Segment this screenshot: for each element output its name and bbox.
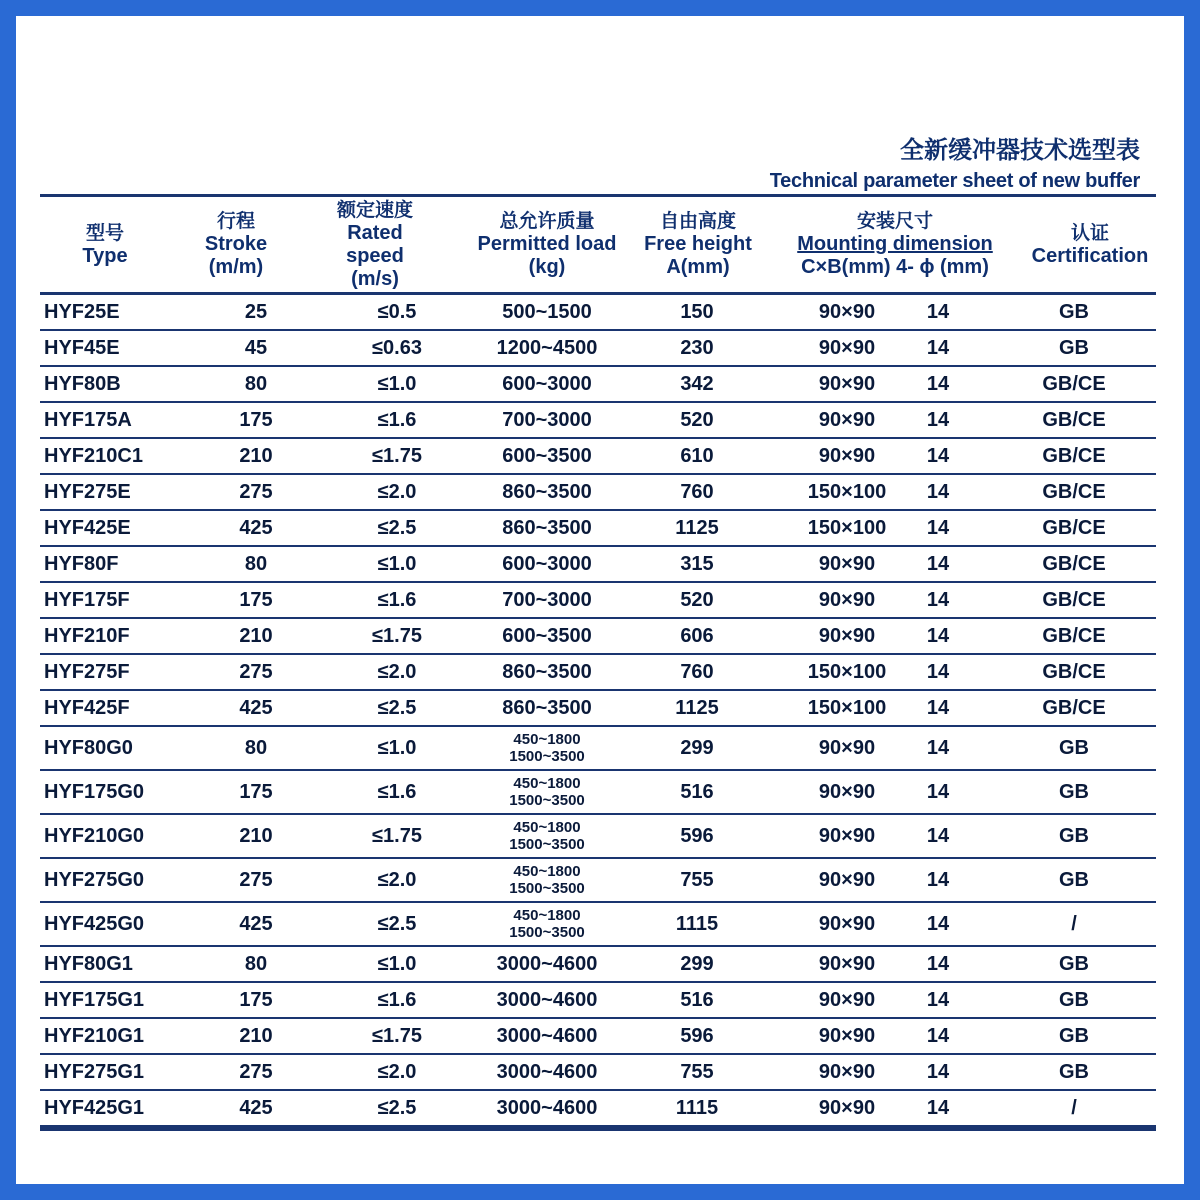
cell-load-range-2: 1500~3500 xyxy=(509,792,585,809)
cell-free-height: 760 xyxy=(680,480,714,503)
cell-speed: ≤1.0 xyxy=(377,552,417,575)
cell-type: HYF210G1 xyxy=(44,1024,145,1047)
cell-speed: ≤1.0 xyxy=(377,952,417,975)
cell-load-range-2: 1500~3500 xyxy=(509,748,585,765)
cell-type: HYF80B xyxy=(44,372,121,395)
header-type-cn: 型号 xyxy=(85,221,124,244)
header-stroke-en: Stroke xyxy=(204,233,268,255)
cell-free-height: 1125 xyxy=(675,516,719,539)
cell-load: 860~3500 xyxy=(502,480,592,503)
cell-mount-phi: 14 xyxy=(926,372,950,395)
cell-certification: GB xyxy=(1059,336,1089,359)
cell-mount-phi: 14 xyxy=(926,516,950,539)
cell-free-height: 342 xyxy=(680,372,714,395)
table-row xyxy=(40,439,1156,475)
header-mount-cn: 安装尺寸 xyxy=(856,210,933,232)
cell-certification: GB/CE xyxy=(1042,516,1106,539)
header-speed-en2: speed xyxy=(346,244,404,267)
table-row xyxy=(40,1055,1156,1091)
cell-mount-phi: 14 xyxy=(926,660,950,683)
table-row xyxy=(40,331,1156,367)
cell-mount-phi: 14 xyxy=(926,868,950,891)
cell-certification: GB/CE xyxy=(1042,660,1106,683)
cell-stroke: 210 xyxy=(239,1024,273,1047)
cell-certification: GB xyxy=(1059,300,1089,323)
cell-stroke: 425 xyxy=(239,912,273,935)
cell-free-height: 1125 xyxy=(675,696,719,719)
cell-type: HYF275G0 xyxy=(44,868,145,891)
cell-certification: GB xyxy=(1059,736,1089,759)
cell-load-range-1: 450~1800 xyxy=(513,775,581,792)
cell-load: 600~3500 xyxy=(502,444,592,467)
cell-mount-cxb: 90×90 xyxy=(818,1096,876,1119)
spec-sheet xyxy=(16,16,1184,1184)
cell-mount-cxb: 90×90 xyxy=(818,588,876,611)
cell-free-height: 520 xyxy=(680,408,714,431)
cell-free-height: 596 xyxy=(680,1024,714,1047)
table-row xyxy=(40,403,1156,439)
cell-type: HYF425G1 xyxy=(44,1096,145,1119)
cell-certification: / xyxy=(1071,912,1077,935)
cell-certification: GB xyxy=(1059,824,1089,847)
table-body xyxy=(40,295,1156,1127)
cell-load xyxy=(472,815,622,857)
header-type xyxy=(40,197,170,292)
cell-mount-cxb: 90×90 xyxy=(818,912,876,935)
cell-certification: GB/CE xyxy=(1042,444,1106,467)
header-cert-en: Certification xyxy=(1031,244,1149,267)
cell-mount-phi: 14 xyxy=(926,444,950,467)
cell-stroke: 425 xyxy=(239,1096,273,1119)
cell-stroke: 80 xyxy=(244,736,268,759)
cell-speed: ≤2.5 xyxy=(377,516,417,539)
cell-certification: GB/CE xyxy=(1042,408,1106,431)
header-speed-en1: Rated xyxy=(347,221,403,244)
cell-certification: GB/CE xyxy=(1042,624,1106,647)
cell-type: HYF425F xyxy=(44,696,130,719)
cell-mount-phi: 14 xyxy=(926,1096,950,1119)
cell-speed: ≤2.5 xyxy=(377,912,417,935)
cell-stroke: 175 xyxy=(239,780,273,803)
cell-load xyxy=(472,727,622,769)
header-speed xyxy=(310,197,440,292)
cell-load: 1200~4500 xyxy=(496,336,598,359)
cell-stroke: 175 xyxy=(239,408,273,431)
cell-mount-cxb: 90×90 xyxy=(818,868,876,891)
header-speed-cn: 额定速度 xyxy=(336,198,413,221)
cell-type: HYF175G0 xyxy=(44,780,145,803)
cell-load: 860~3500 xyxy=(502,696,592,719)
cell-mount-cxb: 90×90 xyxy=(818,408,876,431)
cell-type: HYF45E xyxy=(44,336,120,359)
cell-type: HYF80G1 xyxy=(44,952,133,975)
cell-mount-cxb: 90×90 xyxy=(818,780,876,803)
cell-stroke: 80 xyxy=(244,952,268,975)
cell-mount-cxb: 150×100 xyxy=(807,696,887,719)
cell-mount-phi: 14 xyxy=(926,824,950,847)
cell-load-range-2: 1500~3500 xyxy=(509,836,585,853)
cell-stroke: 425 xyxy=(239,516,273,539)
cell-speed: ≤1.75 xyxy=(372,1024,422,1047)
header-mount-en: Mounting dimension xyxy=(797,233,993,255)
header-certification xyxy=(1020,197,1160,292)
cell-speed: ≤1.6 xyxy=(377,780,417,803)
cell-free-height: 1115 xyxy=(675,912,719,935)
cell-certification: GB xyxy=(1059,1060,1089,1083)
cell-free-height: 516 xyxy=(680,780,714,803)
cell-mount-phi: 14 xyxy=(926,624,950,647)
cell-type: HYF80G0 xyxy=(44,736,133,759)
cell-free-height: 520 xyxy=(680,588,714,611)
cell-load-range-1: 450~1800 xyxy=(513,731,581,748)
cell-load: 600~3500 xyxy=(502,624,592,647)
header-cert-cn: 认证 xyxy=(1070,221,1109,244)
cell-type: HYF175A xyxy=(44,408,132,431)
cell-mount-phi: 14 xyxy=(926,696,950,719)
cell-load: 860~3500 xyxy=(502,516,592,539)
cell-speed: ≤1.0 xyxy=(377,372,417,395)
header-mount-sub: C×B(mm) 4- ϕ (mm) xyxy=(801,256,989,278)
table-row xyxy=(40,547,1156,583)
cell-type: HYF25E xyxy=(44,300,120,323)
table-row xyxy=(40,655,1156,691)
cell-mount-phi: 14 xyxy=(926,552,950,575)
header-free-cn: 自由高度 xyxy=(659,210,736,232)
cell-stroke: 175 xyxy=(239,588,273,611)
cell-mount-phi: 14 xyxy=(926,588,950,611)
cell-mount-cxb: 90×90 xyxy=(818,824,876,847)
cell-speed: ≤1.0 xyxy=(377,736,417,759)
cell-speed: ≤0.5 xyxy=(377,300,417,323)
cell-stroke: 210 xyxy=(239,824,273,847)
cell-speed: ≤2.5 xyxy=(377,696,417,719)
cell-mount-cxb: 90×90 xyxy=(818,336,876,359)
cell-load-range-1: 450~1800 xyxy=(513,907,581,924)
cell-load: 3000~4600 xyxy=(496,1024,598,1047)
cell-stroke: 80 xyxy=(244,372,268,395)
cell-mount-phi: 14 xyxy=(926,912,950,935)
cell-type: HYF275E xyxy=(44,480,131,503)
cell-mount-phi: 14 xyxy=(926,952,950,975)
cell-mount-cxb: 90×90 xyxy=(818,444,876,467)
cell-stroke: 80 xyxy=(244,552,268,575)
cell-load: 3000~4600 xyxy=(496,1060,598,1083)
title-english: Technical parameter sheet of new buffer xyxy=(769,170,1140,192)
cell-stroke: 275 xyxy=(239,660,273,683)
table-row xyxy=(40,475,1156,511)
cell-load: 500~1500 xyxy=(502,300,592,323)
table-row xyxy=(40,947,1156,983)
cell-speed: ≤1.75 xyxy=(372,444,422,467)
cell-certification: GB/CE xyxy=(1042,480,1106,503)
cell-certification: GB/CE xyxy=(1042,696,1106,719)
cell-mount-phi: 14 xyxy=(926,336,950,359)
cell-stroke: 425 xyxy=(239,696,273,719)
cell-type: HYF210F xyxy=(44,624,130,647)
cell-load xyxy=(472,771,622,813)
cell-load: 600~3000 xyxy=(502,372,592,395)
cell-mount-phi: 14 xyxy=(926,988,950,1011)
cell-load xyxy=(472,859,622,901)
cell-stroke: 275 xyxy=(239,868,273,891)
cell-certification: GB xyxy=(1059,952,1089,975)
cell-free-height: 315 xyxy=(680,552,714,575)
cell-certification: GB xyxy=(1059,1024,1089,1047)
cell-load: 3000~4600 xyxy=(496,1096,598,1119)
cell-free-height: 610 xyxy=(680,444,714,467)
table-row xyxy=(40,295,1156,331)
cell-speed: ≤1.75 xyxy=(372,624,422,647)
header-free-unit: A(mm) xyxy=(666,256,730,278)
header-type-en: Type xyxy=(82,244,128,267)
cell-mount-cxb: 90×90 xyxy=(818,372,876,395)
cell-speed: ≤2.0 xyxy=(377,480,417,503)
cell-free-height: 299 xyxy=(680,736,714,759)
cell-free-height: 606 xyxy=(680,624,714,647)
header-free-height xyxy=(638,197,758,292)
cell-load: 860~3500 xyxy=(502,660,592,683)
title-chinese: 全新缓冲器技术选型表 xyxy=(900,136,1140,164)
table-row xyxy=(40,771,1156,815)
cell-stroke: 275 xyxy=(239,1060,273,1083)
cell-speed: ≤0.63 xyxy=(372,336,422,359)
cell-type: HYF210G0 xyxy=(44,824,145,847)
cell-mount-phi: 14 xyxy=(926,480,950,503)
cell-type: HYF275F xyxy=(44,660,130,683)
cell-load: 3000~4600 xyxy=(496,988,598,1011)
cell-speed: ≤2.0 xyxy=(377,1060,417,1083)
cell-free-height: 516 xyxy=(680,988,714,1011)
cell-type: HYF425E xyxy=(44,516,131,539)
table-row xyxy=(40,691,1156,727)
cell-certification: GB/CE xyxy=(1042,372,1106,395)
cell-mount-phi: 14 xyxy=(926,736,950,759)
header-load-cn: 总允许质量 xyxy=(499,210,595,232)
cell-mount-cxb: 90×90 xyxy=(818,1024,876,1047)
cell-mount-phi: 14 xyxy=(926,1060,950,1083)
table-row xyxy=(40,815,1156,859)
cell-load-range-2: 1500~3500 xyxy=(509,924,585,941)
cell-type: HYF425G0 xyxy=(44,912,145,935)
cell-type: HYF175G1 xyxy=(44,988,145,1011)
cell-mount-cxb: 150×100 xyxy=(807,660,887,683)
cell-free-height: 1115 xyxy=(675,1096,719,1119)
cell-mount-cxb: 90×90 xyxy=(818,300,876,323)
cell-mount-cxb: 90×90 xyxy=(818,1060,876,1083)
cell-speed: ≤2.0 xyxy=(377,660,417,683)
header-speed-unit: (m/s) xyxy=(351,267,399,290)
table-row xyxy=(40,1019,1156,1055)
cell-load-range-2: 1500~3500 xyxy=(509,880,585,897)
cell-speed: ≤1.6 xyxy=(377,408,417,431)
cell-speed: ≤1.6 xyxy=(377,588,417,611)
cell-type: HYF175F xyxy=(44,588,130,611)
cell-speed: ≤2.5 xyxy=(377,1096,417,1119)
cell-certification: GB xyxy=(1059,868,1089,891)
cell-type: HYF275G1 xyxy=(44,1060,145,1083)
header-load-en: Permitted load xyxy=(477,233,617,255)
cell-load-range-1: 450~1800 xyxy=(513,863,581,880)
cell-load-range-1: 450~1800 xyxy=(513,819,581,836)
cell-mount-phi: 14 xyxy=(926,1024,950,1047)
table-row xyxy=(40,859,1156,903)
header-stroke-unit: (m/m) xyxy=(208,256,264,278)
cell-mount-cxb: 150×100 xyxy=(807,516,887,539)
table-row xyxy=(40,511,1156,547)
cell-mount-cxb: 90×90 xyxy=(818,624,876,647)
header-mounting xyxy=(770,197,1020,292)
cell-certification: GB xyxy=(1059,780,1089,803)
table-bottom-rule xyxy=(40,1127,1156,1131)
table-row xyxy=(40,903,1156,947)
cell-mount-cxb: 90×90 xyxy=(818,736,876,759)
header-stroke-cn: 行程 xyxy=(216,210,255,232)
table-header xyxy=(40,197,1156,295)
table-row xyxy=(40,583,1156,619)
cell-stroke: 210 xyxy=(239,624,273,647)
cell-certification: GB/CE xyxy=(1042,552,1106,575)
cell-certification: / xyxy=(1071,1096,1077,1119)
cell-mount-phi: 14 xyxy=(926,300,950,323)
cell-stroke: 210 xyxy=(239,444,273,467)
cell-stroke: 275 xyxy=(239,480,273,503)
table-row xyxy=(40,727,1156,771)
header-load-unit: (kg) xyxy=(528,256,566,278)
header-load xyxy=(452,197,642,292)
header-stroke xyxy=(180,197,292,292)
cell-speed: ≤2.0 xyxy=(377,868,417,891)
cell-load: 600~3000 xyxy=(502,552,592,575)
header-free-en: Free height xyxy=(644,233,752,255)
cell-free-height: 760 xyxy=(680,660,714,683)
cell-load: 700~3000 xyxy=(502,408,592,431)
cell-speed: ≤1.6 xyxy=(377,988,417,1011)
cell-load xyxy=(472,903,622,945)
cell-free-height: 230 xyxy=(680,336,714,359)
cell-mount-phi: 14 xyxy=(926,408,950,431)
table-row xyxy=(40,1091,1156,1127)
cell-load: 3000~4600 xyxy=(496,952,598,975)
cell-stroke: 25 xyxy=(244,300,268,323)
spec-table xyxy=(40,194,1156,1131)
cell-speed: ≤1.75 xyxy=(372,824,422,847)
table-row xyxy=(40,619,1156,655)
cell-certification: GB/CE xyxy=(1042,588,1106,611)
cell-mount-cxb: 150×100 xyxy=(807,480,887,503)
cell-stroke: 175 xyxy=(239,988,273,1011)
cell-load: 700~3000 xyxy=(502,588,592,611)
cell-type: HYF80F xyxy=(44,552,119,575)
cell-free-height: 299 xyxy=(680,952,714,975)
cell-certification: GB xyxy=(1059,988,1089,1011)
cell-type: HYF210C1 xyxy=(44,444,143,467)
cell-mount-cxb: 90×90 xyxy=(818,552,876,575)
cell-free-height: 755 xyxy=(680,1060,714,1083)
cell-stroke: 45 xyxy=(244,336,268,359)
cell-free-height: 150 xyxy=(680,300,714,323)
table-row xyxy=(40,367,1156,403)
cell-mount-phi: 14 xyxy=(926,780,950,803)
cell-mount-cxb: 90×90 xyxy=(818,952,876,975)
cell-free-height: 755 xyxy=(680,868,714,891)
cell-free-height: 596 xyxy=(680,824,714,847)
table-row xyxy=(40,983,1156,1019)
cell-mount-cxb: 90×90 xyxy=(818,988,876,1011)
